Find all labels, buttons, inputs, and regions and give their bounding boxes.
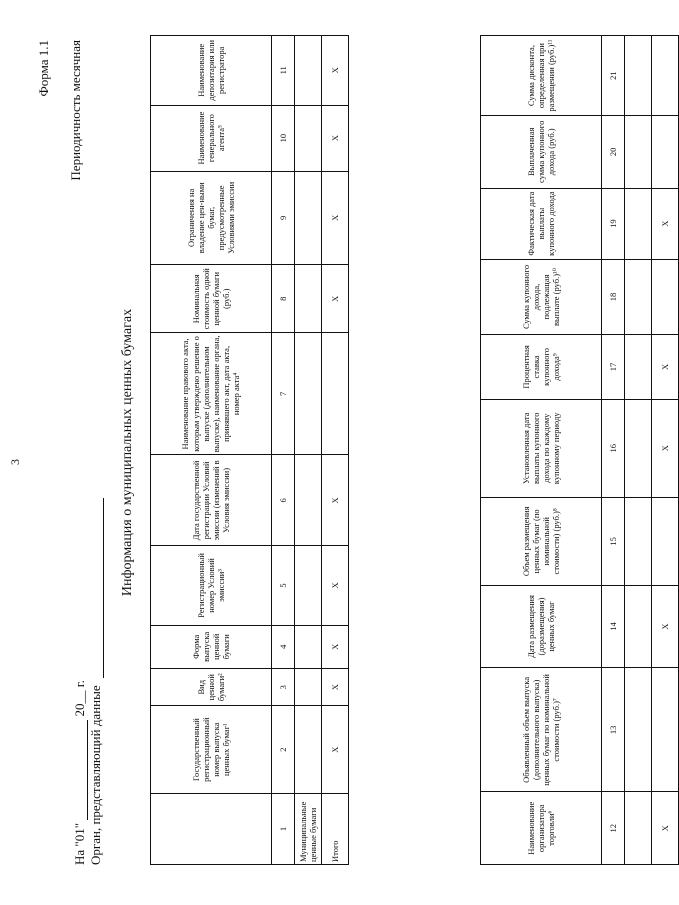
table2-data-cell <box>652 36 679 116</box>
table1-data-cell <box>295 36 322 106</box>
table2-number-cell: 14 <box>602 585 625 668</box>
table1-row-municipal <box>295 36 322 865</box>
table2-data-cell <box>625 668 652 792</box>
table2-data-cell: X <box>652 585 679 668</box>
table1-data-cell <box>295 546 322 625</box>
table2-row-2 <box>652 36 679 865</box>
table2-header-cell: Дата размещения (доразмещения) ценных бумаг <box>481 585 602 668</box>
table1-number-cell: 9 <box>272 171 295 264</box>
table1-data-cell: X <box>322 36 349 106</box>
date-year: 20__ г. <box>72 680 87 717</box>
table2-data-cell <box>652 259 679 335</box>
table2-header-row <box>481 36 602 865</box>
table2-number-cell: 16 <box>602 399 625 497</box>
page-number: 3 <box>8 459 22 465</box>
table1-number-cell: 7 <box>272 333 295 455</box>
periodicity-label: Периодичность месячная <box>68 40 83 181</box>
table2-header-cell: Фактическая дата выплаты купонного дохода <box>481 188 602 259</box>
organ-label: Орган, представляющий данные <box>88 685 103 865</box>
table2-data-cell: X <box>652 792 679 865</box>
table1-data-cell <box>295 455 322 546</box>
table1-header-cell: Номинальная стоимость одной ценной бумаги (руб.) <box>151 265 272 333</box>
table1-data-cell: X <box>322 265 349 333</box>
table1-header-cell: Государственный регистрационный номер выпуска ценных бумаг¹ <box>151 706 272 793</box>
table2-number-cell: 15 <box>602 497 625 585</box>
table1-data-cell: Муниципальные ценные бумаги <box>295 793 322 864</box>
table1-data-cell: X <box>322 546 349 625</box>
table1-row-total <box>322 36 349 865</box>
table2-data-cell <box>652 497 679 585</box>
table1-header-row <box>151 36 272 865</box>
table2-number-cell: 21 <box>602 36 625 116</box>
table1-data-cell <box>295 105 322 171</box>
table2-header-cell: Наименование организатора торговли⁶ <box>481 792 602 865</box>
table2-number-cell: 17 <box>602 335 625 399</box>
table1-data-cell: Итого <box>322 793 349 864</box>
table1-data-cell <box>295 625 322 668</box>
table1-number-cell: 10 <box>272 105 295 171</box>
table2-number-cell: 20 <box>602 116 625 188</box>
table2-number-cell: 13 <box>602 668 625 792</box>
table2-data-cell <box>625 116 652 188</box>
table1-number-cell: 3 <box>272 669 295 706</box>
table1-data-cell <box>295 171 322 264</box>
date-prefix: На "01" <box>72 822 87 865</box>
table2-data-cell: X <box>652 188 679 259</box>
report-date-line <box>72 680 88 865</box>
table1-number-cell: 2 <box>272 706 295 793</box>
date-blank <box>75 720 88 820</box>
table2-number-row <box>602 36 625 865</box>
table1-number-cell: 4 <box>272 625 295 668</box>
table1-data-cell: X <box>322 171 349 264</box>
table1-data-cell: X <box>322 625 349 668</box>
table1-data-cell <box>295 265 322 333</box>
table1-number-cell: 1 <box>272 793 295 864</box>
table1-header-cell: Форма выпуска ценной бумаги <box>151 625 272 668</box>
table2-number-cell: 12 <box>602 792 625 865</box>
table2-data-cell <box>652 116 679 188</box>
table2-data-cell <box>625 188 652 259</box>
table1-number-row <box>272 36 295 865</box>
table2-header-cell: Процентная ставка купонного дохода⁹ <box>481 335 602 399</box>
table2-data-cell <box>625 585 652 668</box>
table1-header-cell: Регистрационный номер Условий эмиссии³ <box>151 546 272 625</box>
table1-header-cell: Наименование правового акта, которым утверждено решение о выпуске (дополнительном выпуске), наименование органа, принявшего акт, дата акта, номер акта⁴ <box>151 333 272 455</box>
table1-header-cell: Ограничения на владение цен-ными бумаг, предусмотренные Условиями эмиссии <box>151 171 272 264</box>
table1-data-cell: X <box>322 669 349 706</box>
table1-number-cell: 6 <box>272 455 295 546</box>
table2-data-cell <box>625 497 652 585</box>
table2-data-cell <box>625 792 652 865</box>
table1-data-cell <box>295 706 322 793</box>
table2-data-cell <box>625 399 652 497</box>
organ-blank <box>91 498 104 678</box>
table2-header-cell: Объем размещения ценных бумаг (по номинальной стоимости) (руб.)⁸ <box>481 497 602 585</box>
table2-data-cell <box>625 259 652 335</box>
table2-data-cell <box>625 36 652 116</box>
table2-data-cell: X <box>652 399 679 497</box>
table1-header-cell: Наименование генерального агента⁵ <box>151 105 272 171</box>
table2-header-cell: Объявленный объем выпуска (дополнительного выпуска) ценных бумаг по номинальной стоимости (руб.)⁷ <box>481 668 602 792</box>
organ-line <box>88 498 104 865</box>
table2-header-cell: Установленная дата выплаты купонного дохода по каждому купонному периоду <box>481 399 602 497</box>
table2-header-cell: Сумма дисконта, определенная при размещении (руб.)¹¹ <box>481 36 602 116</box>
table1-number-cell: 11 <box>272 36 295 106</box>
table1-number-cell: 5 <box>272 546 295 625</box>
securities-table-2 <box>480 35 679 865</box>
table1-number-cell: 8 <box>272 265 295 333</box>
table2-number-cell: 19 <box>602 188 625 259</box>
table1-data-cell <box>295 333 322 455</box>
table1-header-cell <box>151 793 272 864</box>
document-title: Информация о муниципальных ценных бумагах <box>120 308 135 597</box>
table1-header-cell: Вид ценной бумаги² <box>151 669 272 706</box>
table2-data-cell: X <box>652 335 679 399</box>
table2-data-cell <box>625 335 652 399</box>
form-label: Форма 1.1 <box>36 40 51 97</box>
table1-data-cell <box>322 333 349 455</box>
table2-header-cell: Выплаченная сумма купонного дохода (руб.) <box>481 116 602 188</box>
table1-header-cell: Наименование депозитария или регистратора <box>151 36 272 106</box>
table2-row-1 <box>625 36 652 865</box>
table1-data-cell: X <box>322 706 349 793</box>
table1-data-cell <box>295 669 322 706</box>
table1-data-cell: X <box>322 455 349 546</box>
table2-number-cell: 18 <box>602 259 625 335</box>
table1-header-cell: Дата государственной регистрации Условий эмиссии (изменений в Условия эмиссии) <box>151 455 272 546</box>
table1-data-cell: X <box>322 105 349 171</box>
table2-data-cell <box>652 668 679 792</box>
table2-header-cell: Сумма купонного дохода, подлежащая выплате (руб.)¹⁰ <box>481 259 602 335</box>
securities-table-1 <box>150 35 349 865</box>
